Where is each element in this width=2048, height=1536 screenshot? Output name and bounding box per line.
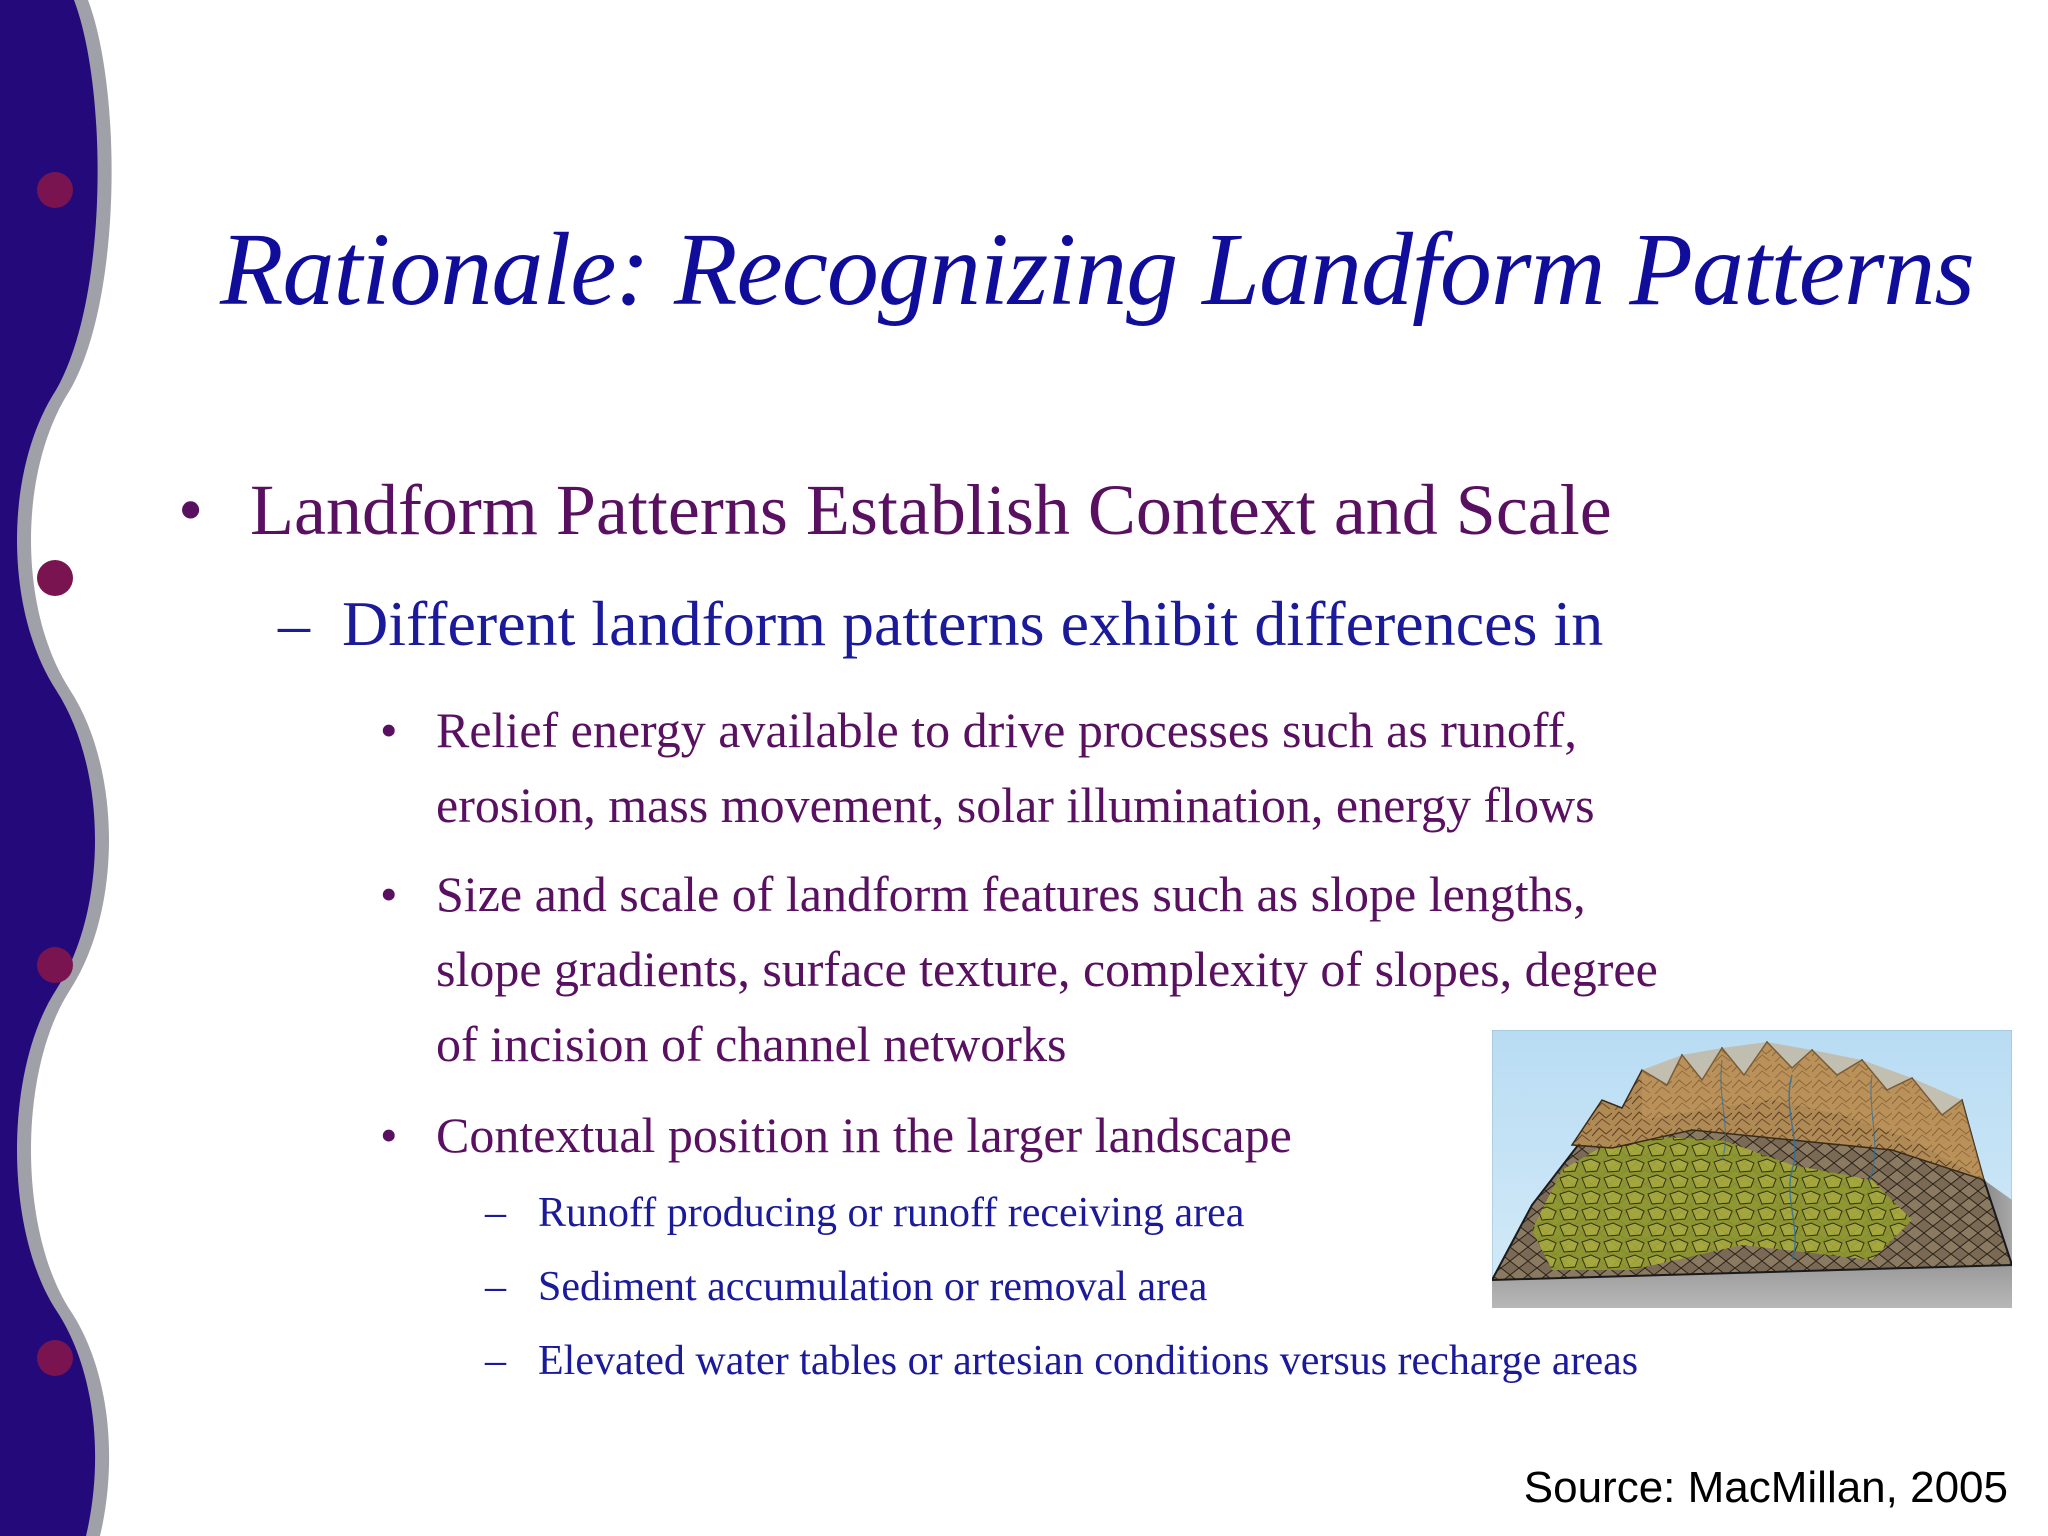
- item-text-line: of incision of channel networks: [436, 1016, 1067, 1072]
- slide-title: Rationale: Recognizing Landform Patterns: [220, 212, 1974, 327]
- ribbon-dot: [37, 947, 73, 983]
- item-text-line: Relief energy available to drive processes such as runoff,: [436, 702, 1577, 758]
- item-text-line: slope gradients, surface texture, complexity of slopes, degree: [436, 941, 1658, 997]
- sub-bullet-text: Different landform patterns exhibit differences in: [342, 588, 1604, 659]
- dash-marker: –: [485, 1190, 506, 1236]
- terrain-3d-figure: [1492, 1030, 2012, 1308]
- bullet-marker: •: [178, 470, 204, 550]
- ribbon-dot: [37, 560, 73, 596]
- bullet-marker: •: [380, 702, 398, 758]
- dash-marker: –: [485, 1264, 506, 1310]
- bullet-text: Landform Patterns Establish Context and Scale: [250, 470, 1612, 550]
- source-citation: Source: MacMillan, 2005: [1523, 1463, 2008, 1512]
- dash-marker: –: [485, 1338, 506, 1384]
- dash-marker: –: [278, 588, 310, 659]
- item-text-line: erosion, mass movement, solar illumination, energy flows: [436, 777, 1595, 833]
- subitem-text: Runoff producing or runoff receiving area: [538, 1190, 1245, 1236]
- ribbon-dot: [37, 172, 73, 208]
- bullet-marker: •: [380, 1107, 398, 1163]
- item-text-line: Contextual position in the larger landscape: [436, 1107, 1292, 1163]
- decorative-wave-ribbon: [0, 0, 140, 1536]
- bullet-marker: •: [380, 866, 398, 922]
- subitem-text: Sediment accumulation or removal area: [538, 1264, 1208, 1310]
- subitem-text: Elevated water tables or artesian conditions versus recharge areas: [538, 1338, 1639, 1384]
- ribbon-dot: [37, 1340, 73, 1376]
- ribbon-body: [0, 0, 98, 1536]
- item-text-line: Size and scale of landform features such as slope lengths,: [436, 866, 1586, 922]
